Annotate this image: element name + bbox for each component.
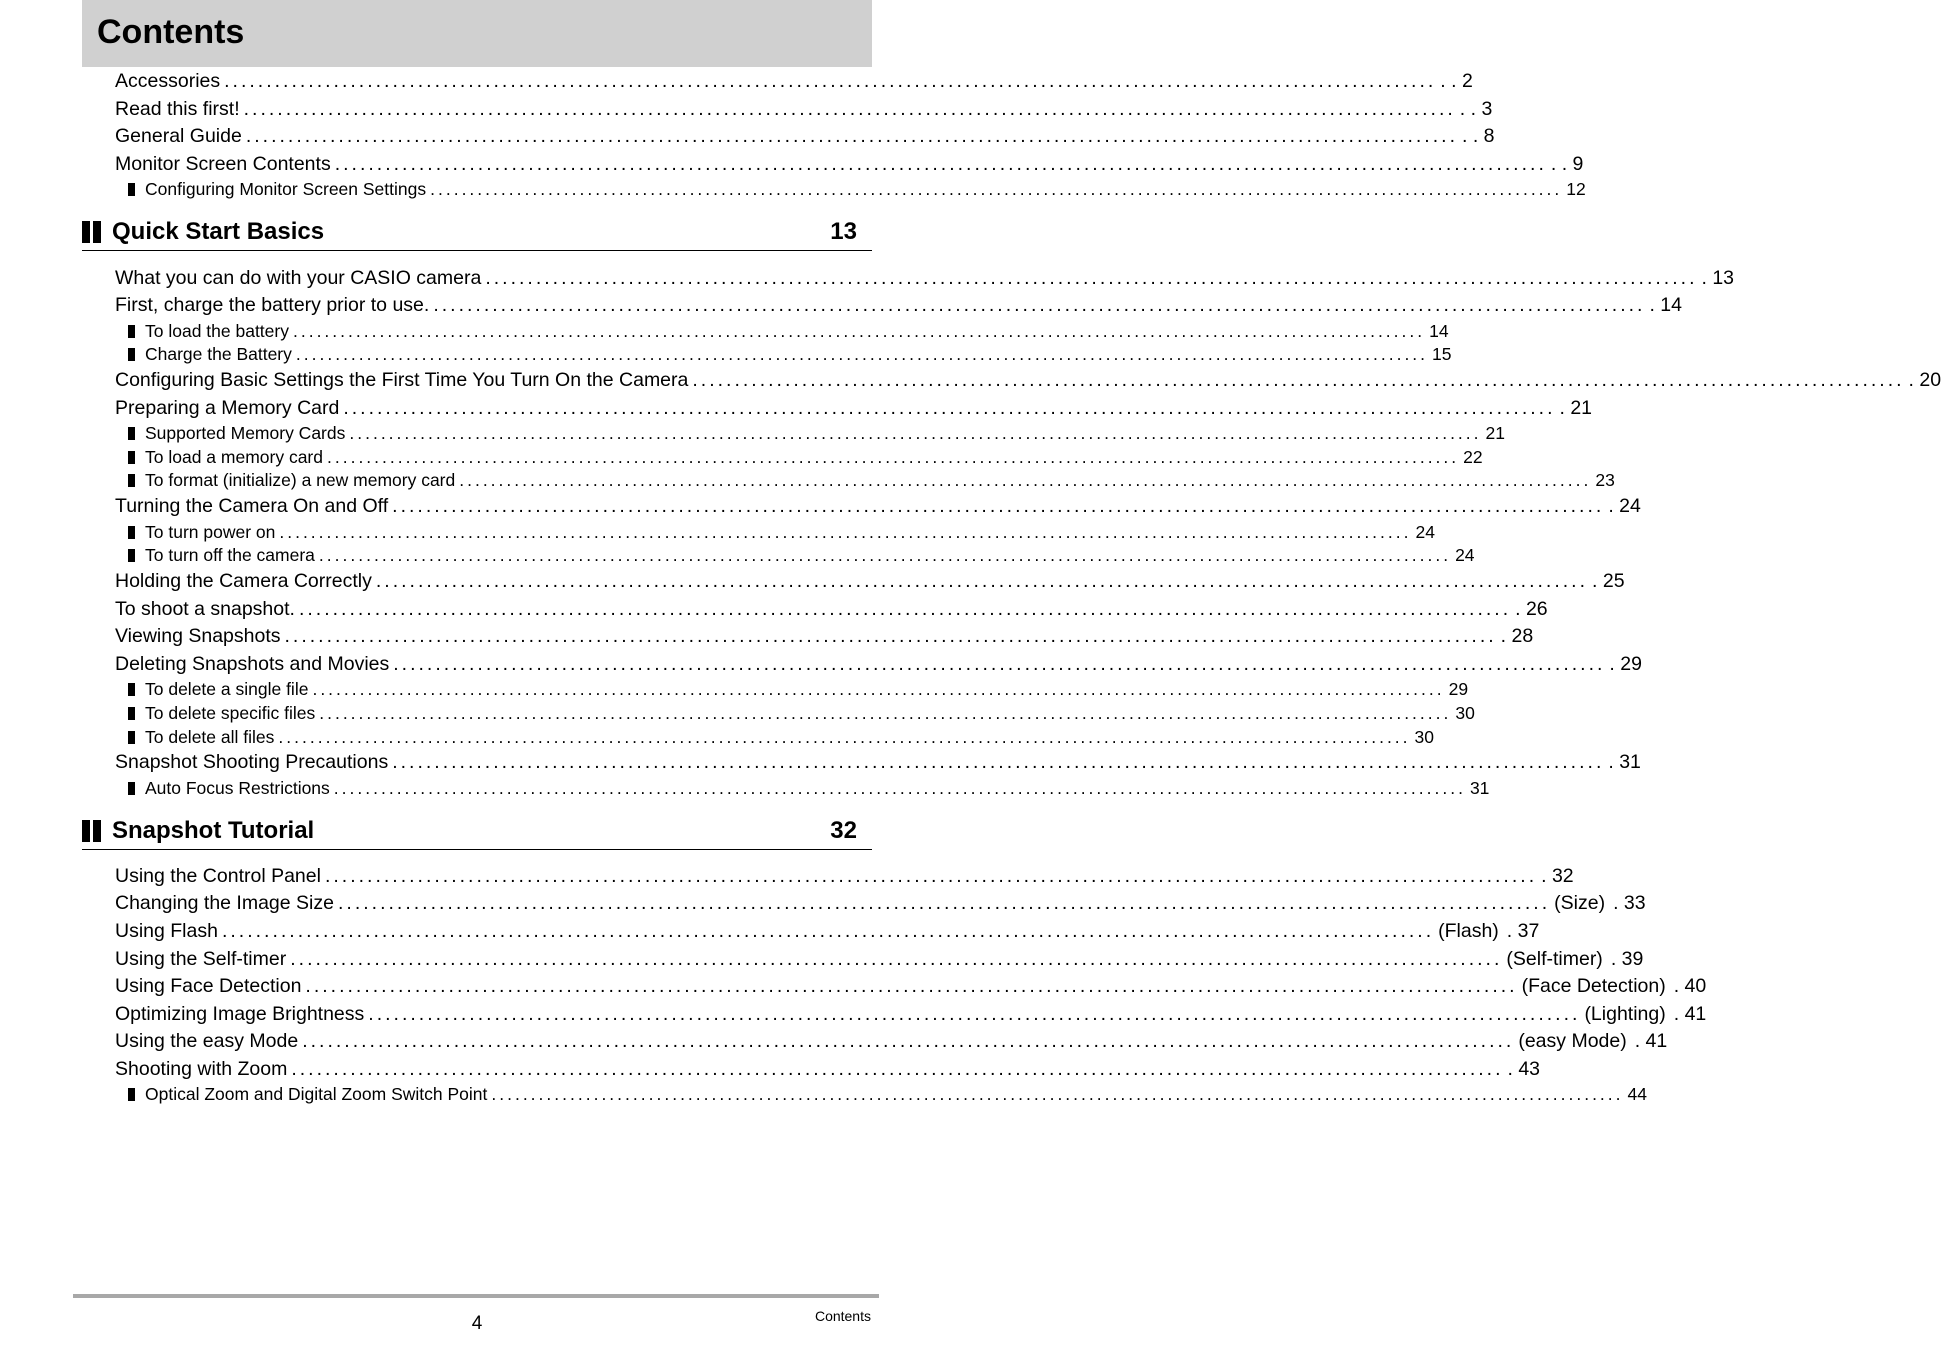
toc-entry-title: Configuring Basic Settings the First Time You Turn On the Camera [115, 369, 689, 391]
toc-entry-page: . 21 [1559, 397, 1593, 419]
dot-leader: ................................................................................................................................................ [305, 975, 1518, 997]
dot-leader: ................................................................................................................................................ [318, 545, 1452, 565]
toc-entry[interactable] [115, 973, 1707, 999]
dot-leader: ................................................................................................................................................ [319, 703, 1452, 723]
section-heading[interactable] [82, 815, 872, 850]
toc-entry-title: Monitor Screen Contents [115, 153, 331, 175]
dot-leader: ................................................................................................................................................ [302, 1030, 1515, 1052]
toc-entry-page: 22 [1463, 447, 1483, 467]
toc-entry-page: . 14 [1649, 294, 1682, 316]
toc-entry[interactable] [115, 1001, 1707, 1027]
toc-entry-title: Shooting with Zoom [115, 1058, 288, 1080]
toc-entry-title: Supported Memory Cards [145, 423, 346, 443]
dot-leader: ................................................................................................................................................ [334, 153, 1547, 175]
toc-entry-mode: (Flash) [1438, 920, 1499, 942]
toc-entry-title: First, charge the battery prior to use. [115, 294, 430, 316]
toc-entry-title: To load the battery [145, 321, 289, 341]
toc-entry-page: 14 [1429, 321, 1449, 341]
bullet-icon [128, 348, 135, 361]
dot-leader: ................................................................................................................................................ [368, 1003, 1581, 1025]
toc-entry-title: Using the Self-timer [115, 948, 287, 970]
toc-entry-title: Using the Control Panel [115, 865, 321, 887]
toc-entry-title: To load a memory card [145, 447, 323, 467]
bullet-icon [128, 325, 135, 338]
toc-entry-title: General Guide [115, 125, 242, 147]
toc-entry-mode: (easy Mode) [1518, 1030, 1627, 1052]
toc-entry-title: To delete specific files [145, 703, 316, 723]
toc-entry[interactable] [115, 68, 1473, 94]
bullet-icon [128, 549, 135, 562]
dot-leader: ................................................................................................................................................ [343, 397, 1556, 419]
toc-entry-page: 21 [1485, 423, 1505, 443]
toc-entry[interactable] [115, 651, 1642, 677]
toc-entry-title: Optimizing Image Brightness [115, 1003, 365, 1025]
toc-entry-title: Using Flash [115, 920, 218, 942]
dot-leader: ................................................................................................................................................ [459, 470, 1592, 490]
toc-entry-page: 23 [1595, 470, 1615, 490]
toc-subentry[interactable] [128, 544, 1475, 567]
dot-leader: ................................................................................................................................................ [291, 1058, 1504, 1080]
toc-entry-title: Changing the Image Size [115, 892, 334, 914]
dot-leader: ................................................................................................................................................ [337, 892, 1551, 914]
toc-entry-title: To turn off the camera [145, 545, 315, 565]
toc-entry-page: . 41 [1673, 1003, 1707, 1025]
toc-subentry[interactable] [128, 1083, 1647, 1106]
toc-entry-title: Snapshot Shooting Precautions [115, 751, 389, 773]
toc-entry-page: . 29 [1609, 653, 1642, 675]
toc-entry[interactable] [115, 151, 1584, 177]
section-page: 32 [830, 817, 857, 844]
toc-entry[interactable] [115, 493, 1641, 519]
toc-entry-title: Accessories [115, 70, 221, 92]
toc-entry-page: . 33 [1613, 892, 1646, 914]
toc-subentry[interactable] [128, 343, 1452, 366]
section-marker-icon [82, 820, 102, 842]
dot-leader: ................................................................................................................................................ [290, 948, 1503, 970]
dot-leader: ................................................................................................................................................ [298, 598, 1512, 620]
toc-entry-mode: (Lighting) [1584, 1003, 1666, 1025]
toc-entry-title: To delete a single file [145, 679, 309, 699]
toc-subentry[interactable] [128, 422, 1505, 445]
bullet-icon [128, 731, 135, 744]
toc-entry-page: 29 [1448, 679, 1469, 699]
dot-leader: ................................................................................................................................................ [295, 344, 1429, 364]
toc-entry-mode: (Size) [1554, 892, 1606, 914]
toc-subentry[interactable] [128, 678, 1469, 701]
dot-leader: ................................................................................................................................................ [327, 447, 1460, 467]
dot-leader: ................................................................................................................................................ [284, 625, 1497, 647]
bullet-icon [128, 683, 135, 696]
toc-entry[interactable] [115, 265, 1735, 291]
dot-leader: ................................................................................................................................................ [393, 653, 1606, 675]
toc-entry-title: To format (initialize) a new memory card [145, 470, 456, 490]
toc-entry[interactable] [115, 568, 1625, 594]
dot-leader: ................................................................................................................................................ [292, 321, 1426, 341]
toc-entry-title: Using Face Detection [115, 975, 302, 997]
toc-entry-title: Turning the Camera On and Off [115, 495, 389, 517]
toc-entry-page: 24 [1415, 522, 1435, 542]
toc-entry-page: 31 [1469, 778, 1490, 798]
toc-subentry[interactable] [128, 320, 1449, 343]
toc-entry-page: . 13 [1701, 267, 1735, 289]
toc-subentry[interactable] [128, 178, 1586, 201]
toc-entry-page: . . 9 [1550, 153, 1584, 175]
toc-subentry[interactable] [128, 446, 1483, 469]
bullet-icon [128, 427, 135, 440]
dot-leader: ................................................................................................................................................ [324, 865, 1538, 887]
toc-entry-page: 24 [1455, 545, 1475, 565]
toc-entry-page: . . 3 [1459, 98, 1493, 120]
toc-entry[interactable] [115, 123, 1495, 149]
toc-entry-title: Auto Focus Restrictions [145, 778, 330, 798]
footer-section-label: Contents [814, 1308, 871, 1324]
dot-leader: ................................................................................................................................................ [430, 179, 1563, 199]
toc-entry[interactable] [115, 1056, 1541, 1082]
dot-leader: ................................................................................................................................................ [278, 727, 1411, 747]
toc-subentry[interactable] [128, 521, 1435, 544]
dot-leader: ................................................................................................................................................ [245, 125, 1458, 147]
bullet-icon [128, 474, 135, 487]
toc-entry-page: . 28 [1500, 625, 1534, 647]
toc-subentry[interactable] [128, 469, 1615, 492]
dot-leader: ................................................................................................................................................ [485, 267, 1698, 289]
toc-entry-title: Configuring Monitor Screen Settings [145, 179, 427, 199]
section-page: 13 [830, 218, 857, 245]
toc-entry-page: 12 [1566, 179, 1586, 199]
toc-entry-page: . 26 [1515, 598, 1548, 620]
toc-entry[interactable] [115, 863, 1574, 889]
toc-entry[interactable] [115, 1028, 1668, 1054]
page-number: 4 [471, 1313, 483, 1334]
toc-entry[interactable] [115, 918, 1540, 944]
toc-subentry[interactable] [128, 702, 1475, 725]
toc-entry[interactable] [115, 395, 1593, 421]
section-title: Snapshot Tutorial [112, 817, 315, 844]
toc-entry-mode: (Self-timer) [1506, 948, 1603, 970]
toc-entry-title: Holding the Camera Correctly [115, 570, 372, 592]
toc-entry-title: What you can do with your CASIO camera [115, 267, 482, 289]
toc-entry[interactable] [115, 890, 1646, 916]
dot-leader: ................................................................................................................................................ [312, 679, 1445, 699]
dot-leader: ................................................................................................................................................ [243, 98, 1456, 120]
toc-entry-page: . 20 [1908, 369, 1941, 391]
bullet-icon [128, 526, 135, 539]
dot-leader: ................................................................................................................................................ [375, 570, 1589, 592]
bullet-icon [128, 451, 135, 464]
toc-entry[interactable] [115, 596, 1548, 622]
toc-entry-page: . . 8 [1461, 125, 1495, 147]
toc-entry-title: To shoot a snapshot. [115, 598, 295, 620]
toc-entry[interactable] [115, 749, 1641, 775]
toc-entry-title: Charge the Battery [145, 344, 292, 364]
section-title: Quick Start Basics [112, 218, 325, 245]
toc-entry-title: Optical Zoom and Digital Zoom Switch Point [145, 1084, 488, 1104]
section-marker-icon [82, 221, 102, 243]
toc-entry-page: . 39 [1610, 948, 1644, 970]
dot-leader: ................................................................................................................................................ [433, 294, 1646, 316]
toc-entry-page: . 37 [1506, 920, 1540, 942]
dot-leader: ................................................................................................................................................ [692, 369, 1905, 391]
toc-entry-title: Read this first! [115, 98, 240, 120]
dot-leader: ................................................................................................................................................ [333, 778, 1466, 798]
toc-entry-page: . 43 [1507, 1058, 1541, 1080]
toc-entry[interactable] [115, 96, 1493, 122]
toc-entry-title: To turn power on [145, 522, 276, 542]
toc-entry-page: . . 2 [1440, 70, 1473, 92]
toc-entry-page: . 31 [1608, 751, 1641, 773]
toc-entry-page: 15 [1432, 344, 1452, 364]
dot-leader: ................................................................................................................................................ [392, 495, 1605, 517]
dot-leader: ................................................................................................................................................ [491, 1084, 1624, 1104]
toc-entry[interactable] [115, 623, 1534, 649]
bullet-icon [128, 707, 135, 720]
footer-divider [73, 1294, 879, 1298]
dot-leader: ................................................................................................................................................ [392, 751, 1605, 773]
bullet-icon [128, 183, 135, 196]
toc-entry[interactable] [115, 946, 1644, 972]
toc-entry[interactable] [115, 292, 1682, 318]
dot-leader: ................................................................................................................................................ [221, 920, 1435, 942]
toc-entry-mode: (Face Detection) [1521, 975, 1666, 997]
toc-entry-page: 30 [1455, 703, 1475, 723]
toc-entry[interactable] [115, 367, 1941, 393]
toc-subentry[interactable] [128, 726, 1434, 749]
toc-entry-page: . 25 [1592, 570, 1625, 592]
toc-subentry[interactable] [128, 777, 1490, 800]
toc-entry-page: 44 [1627, 1084, 1647, 1104]
contents-title-bar [82, 0, 872, 67]
toc-entry-page: . 32 [1541, 865, 1574, 887]
toc-entry-title: Preparing a Memory Card [115, 397, 340, 419]
toc-entry-page: . 24 [1608, 495, 1641, 517]
toc-entry-title: To delete all files [145, 727, 275, 747]
dot-leader: ................................................................................................................................................ [224, 70, 1437, 92]
toc-entry-page: . 41 [1634, 1030, 1668, 1052]
page-title: Contents [97, 13, 245, 51]
toc-entry-page: 30 [1414, 727, 1434, 747]
toc-entry-title: Using the easy Mode [115, 1030, 299, 1052]
toc-entry-page: . 40 [1673, 975, 1707, 997]
dot-leader: ................................................................................................................................................ [349, 423, 1482, 443]
toc-entry-title: Viewing Snapshots [115, 625, 281, 647]
dot-leader: ................................................................................................................................................ [279, 522, 1412, 542]
bullet-icon [128, 1088, 135, 1101]
bullet-icon [128, 782, 135, 795]
section-heading[interactable] [82, 216, 872, 251]
toc-entry-title: Deleting Snapshots and Movies [115, 653, 390, 675]
